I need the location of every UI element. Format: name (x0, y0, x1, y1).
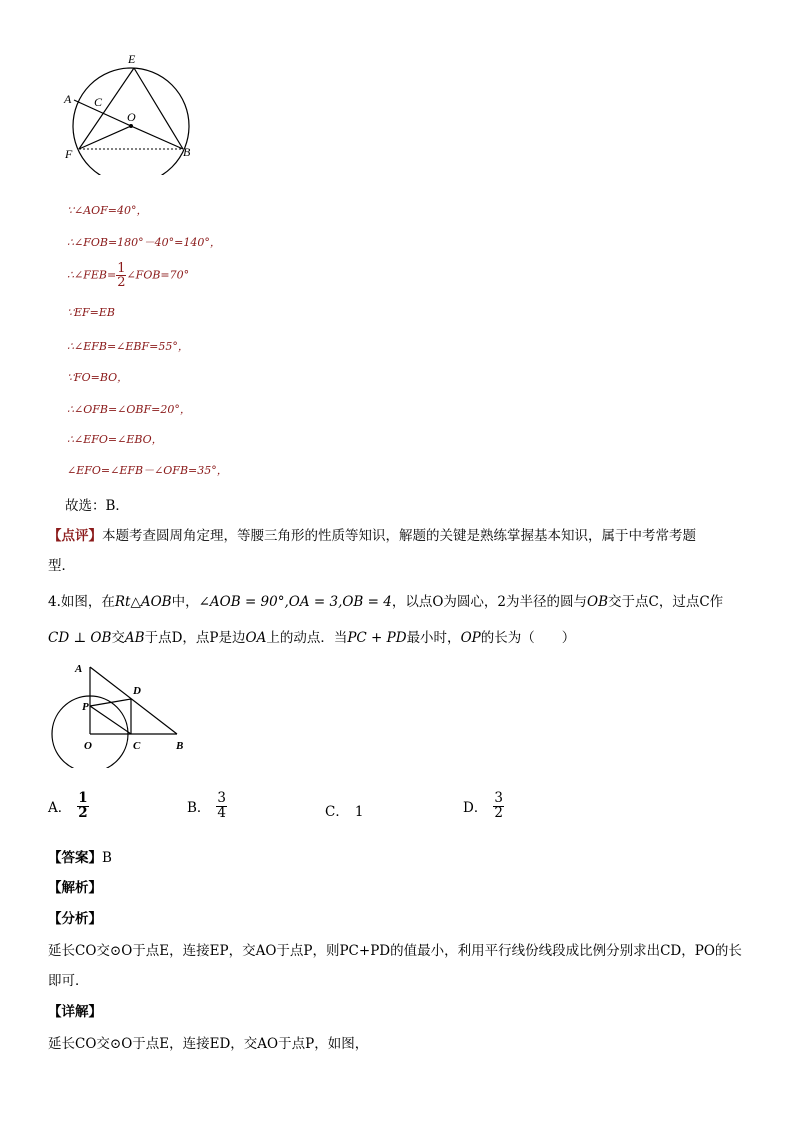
q4-l1-f: OB (587, 594, 609, 610)
step-1: ∵∠AOF=40°， (67, 204, 148, 217)
step-8: ∴∠EFO=∠EBO， (67, 433, 163, 446)
label-a-2: A (75, 663, 83, 675)
label-c: C (94, 95, 103, 109)
comment-line-1 (48, 524, 696, 544)
option-a-letter: A． (48, 800, 72, 816)
q4-l2-e: OA (245, 630, 267, 646)
option-d-den: 2 (494, 804, 503, 821)
segment-ao (74, 100, 131, 126)
step-3 (67, 262, 189, 289)
detail-tag: 【详解】 (48, 1004, 102, 1020)
figure-right-triangle-circle (45, 658, 195, 768)
q4-l2-i: OP (460, 630, 481, 646)
step-7: ∴∠OFB=∠OBF=20°， (67, 403, 191, 416)
center-dot (129, 124, 133, 128)
label-e: E (128, 52, 136, 66)
label-a: A (64, 92, 72, 106)
question-4-line-2 (48, 626, 575, 646)
option-d-fraction (493, 792, 504, 820)
step-6: ∵FO=BO， (67, 371, 129, 384)
q4-l2-f: 上的动点．当 (266, 630, 348, 646)
q4-l2-j: 的长为（ ） (480, 630, 576, 646)
fraction-half (116, 262, 126, 289)
option-b-letter: B． (187, 800, 211, 816)
option-c-letter: C． (325, 804, 349, 820)
q4-l2-a: CD ⊥ OB (48, 630, 112, 646)
q4-l1-e: ，以点O为圆心，2为半径的圆与 (391, 594, 588, 610)
option-b-den: 4 (217, 804, 227, 821)
segment-pd (90, 699, 131, 706)
label-b-2: B (176, 740, 184, 752)
fenxi-line-1: 延长CO交⊙O于点E，连接EP，交AO于点P，则PC+PD的值最小，利用平行线份线段成比例分别求出CD，PO的长 (48, 943, 742, 959)
q4-l2-b: 交 (111, 630, 125, 646)
option-a-num: 1 (78, 790, 88, 806)
comment-text-1: 本题考查圆周角定理，等腰三角形的性质等知识，解题的关键是熟练掌握基本知识，属于中考常考题 (102, 528, 696, 544)
label-b: B (183, 145, 191, 159)
detail-line-1: 延长CO交⊙O于点E，连接ED，交AO于点P，如图， (48, 1036, 369, 1052)
label-c-2: C (133, 740, 141, 752)
option-c-value: 1 (354, 804, 364, 820)
option-b (187, 792, 227, 820)
segment-ob (131, 126, 183, 149)
q4-l2-c: AB (124, 630, 145, 646)
q4-l1-a: 4.如图，在 (48, 594, 115, 610)
step-3-prefix: ∴∠FEB= (67, 268, 117, 282)
answer-tag: 【答案】 (48, 850, 102, 866)
step-5: ∴∠EFB=∠EBF=55°， (67, 340, 189, 353)
choice-line: 故选：B． (65, 498, 129, 514)
q4-l1-d: ∠AOB = 90°,OA = 3,OB = 4 (198, 594, 392, 610)
option-d-num: 3 (494, 790, 503, 806)
option-c (325, 800, 363, 820)
fenxi-tag: 【分析】 (48, 911, 102, 927)
label-f: F (65, 147, 73, 161)
segment-ab (90, 667, 177, 734)
question-4-line-1 (48, 590, 723, 610)
option-d (463, 792, 504, 820)
fenxi-line-2: 即可． (48, 973, 89, 989)
option-a (48, 792, 89, 820)
q4-l1-g: 交于点C，过点C作 (608, 594, 724, 610)
option-d-letter: D． (463, 800, 488, 816)
step-2: ∴∠FOB=180°－40°=140°， (67, 236, 221, 249)
q4-l2-g: PC + PD (347, 630, 407, 646)
q4-l1-b: Rt△AOB (114, 594, 172, 610)
step-9: ∠EFO=∠EFB－∠OFB=35°， (67, 464, 228, 477)
figure-circle-triangle (55, 45, 205, 175)
q4-l1-c: 中， (171, 594, 199, 610)
comment-line-2: 型． (48, 558, 75, 574)
option-b-fraction (216, 792, 227, 820)
label-p-2: P (82, 701, 89, 713)
segment-eb (134, 68, 183, 149)
fraction-den: 2 (117, 275, 126, 290)
q4-l2-h: 最小时， (406, 630, 461, 646)
comment-tag: 【点评】 (48, 528, 102, 544)
option-b-num: 3 (217, 790, 227, 806)
step-4: ∵EF=EB (67, 306, 115, 319)
option-a-fraction (77, 792, 88, 820)
label-o: O (127, 110, 136, 124)
option-a-den: 2 (78, 804, 88, 821)
label-d-2: D (133, 685, 141, 697)
label-o-2: O (84, 740, 92, 752)
q4-l2-d: 于点D，点P是边 (144, 630, 246, 646)
answer-line (48, 846, 112, 866)
fraction-num: 1 (117, 261, 126, 276)
analysis-tag: 【解析】 (48, 880, 102, 896)
step-3-suffix: ∠FOB=70° (126, 268, 190, 282)
answer-value: B (102, 850, 112, 866)
